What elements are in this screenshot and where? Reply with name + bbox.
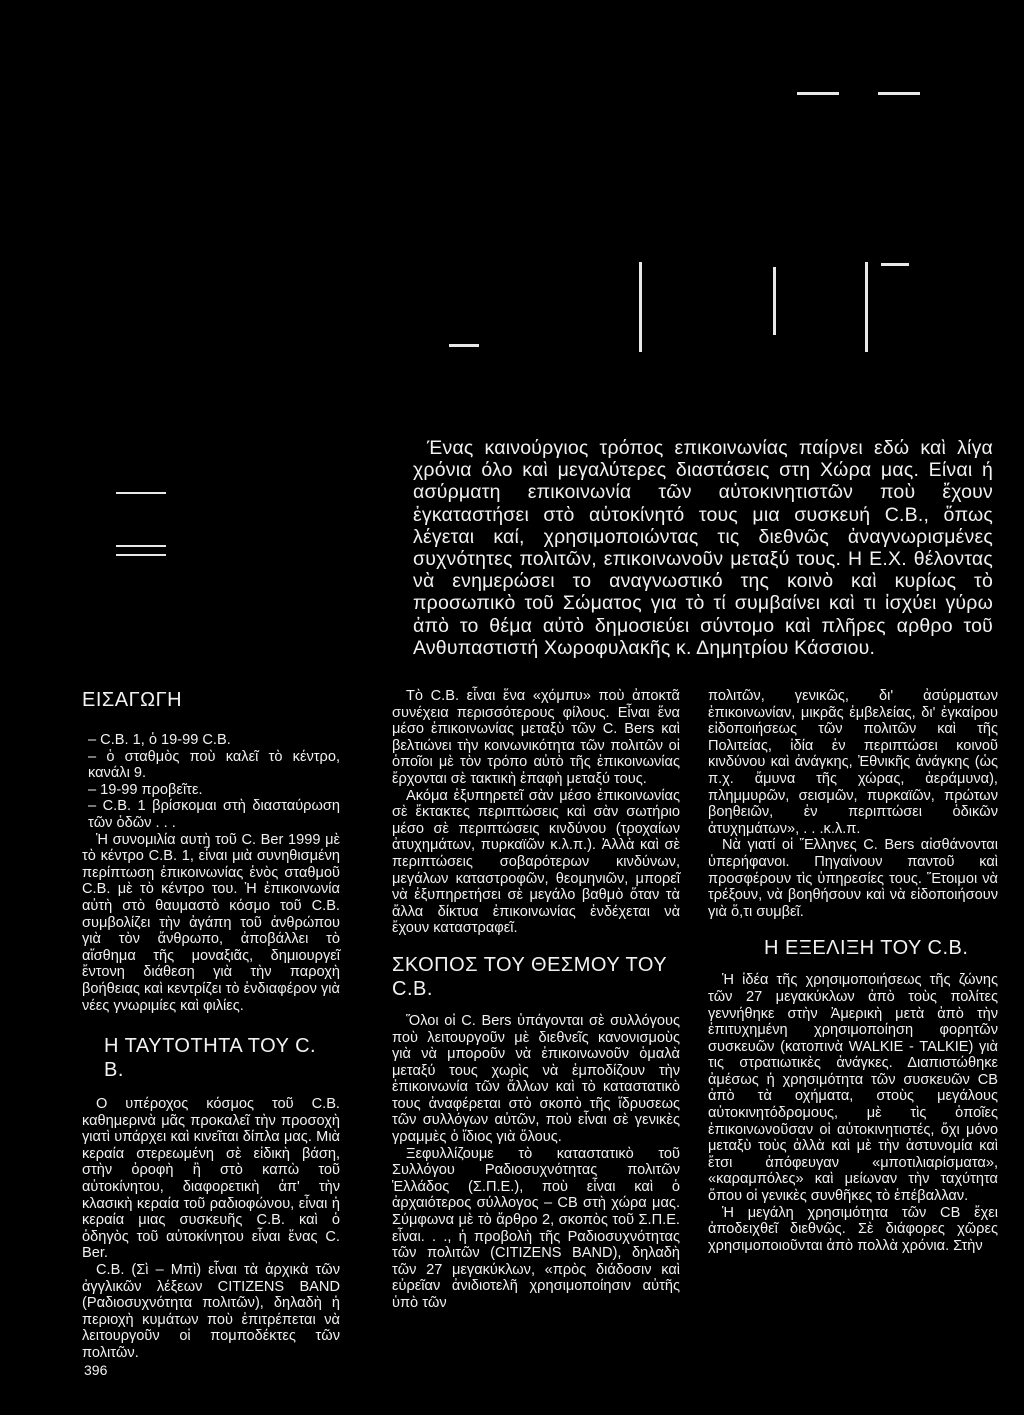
- paragraph: Ἡ ἰδέα τῆς χρησιμοποιήσεως τῆς ζώνης τῶν 27 μεγακύκλων ἀπὸ τοὺς πολίτες γεννήθηκε στὴν Ἀμερικὴ μετὰ ἀπὸ τὴν ἐπιτυχημένη χρησιμοποίηση φορητῶν συσκευῶν (κατοπινὰ WALKIE - TALKIE) γιὰ τις στρατιωτικὲς ἀνάγκες. Διαπιστώθηκε ἀμέσως ἡ χρησιμότητα τῶν συσκευῶν CB ἀπὸ τὰ οχήματα, στοὺς μεγάλους αὐτοκινητόδρομους, μὲ τὶς ὁποῖες ἐπικοινωνοῦσαν οἱ αὐτοκινητιστές, ὄχι μόνο μεταξὺ τοὺς ἀλλὰ καὶ μὲ τὴν ἀστυνομία καὶ ἔτσι ἀπόφευγαν «μποτιλιαρίσματα», «καραμπόλες» καὶ μείωναν τὴν ταχύτητα ὅπου οἱ γενικὲς συνθῆκες τὸ ἐπέβαλλαν.: [708, 972, 998, 1205]
- paragraph: πολιτῶν, γενικῶς, δι' ἀσύρματων ἐπικοινωνίαν, μικρᾶς ἐμβελείας, δι' ἐγκαίρου εἰδοποιήσεως τῶν πολιτῶν καὶ τῆς Πολιτείας, ἰδία ἐν περιπτώσει κοινοῦ κινδύνου καὶ ἀνάγκης, Ἐθνικῆς ἀνάγκης (ὡς π.χ. ἄμυνα τῆς χώρας, ἀεράμυνα), πλημμυρῶν, σεισμῶν, πυρκαϊῶν, πρώτων βοηθειῶν, ἐν περιπτώσει ὁδικῶν ἀτυχημάτων», . . .κ.λ.π.: [708, 688, 998, 837]
- paragraph: C.B. (Σὶ – Μπὶ) εἶναι τὰ ἀρχικὰ τῶν ἀγγλικῶν λέξεων CITIZENS BAND (Ραδιοσυχνότητα πολιτῶν), δηλαδὴ ἡ περιοχὴ κυμάτων ποὺ ἐπιτρέπεται νὰ λειτουργοῦν οἱ πομποδέκτες τῶν πολιτῶν.: [82, 1262, 340, 1361]
- paragraph: Ἡ συνομιλία αυτὴ τοῦ C. Ber 1999 μὲ τὸ κέντρο C.B. 1, εἶναι μιὰ συνηθισμένη περίπτωση ἐπικοινωνίας ἑνὸς σταθμοῦ C.B. μὲ τὸ κέντρο του. Ἡ ἐπικοινωνία αὐτὴ στὸ θαυμαστὸ κόσμο τοῦ C.B. συμβολίζει τὴν ἀγάπη τοῦ ἀνθρώπου γιὰ τὸν ἄνθρωπο, ἀποβάλλει τὸ αἴσθημα τῆς μοναξιᾶς, δημιουργεῖ ἔντονη διάθεση γιὰ τὴν παροχὴ βοήθειας καὶ κεντρίζει τὸ ἐνδιαφέρον γιὰ νέες γνωριμίες καὶ φιλίες.: [82, 831, 340, 1014]
- heading-purpose: ΣΚΟΠΟΣ ΤΟΥ ΘΕΣΜΟΥ ΤΟΥ C.B.: [392, 953, 667, 1000]
- paragraph: Ο υπέροχος κόσμος τοῦ C.B. καθημερινὰ μᾶς προκαλεῖ τὴν προσοχὴ γιατὶ υπάρχει καὶ κινεῖται δίπλα μας. Μιὰ κεραία στερεωμένη σὲ εἰδικὴ βάση, στὴν ὀροφὴ ἢ στὸ καπὼ τοῦ αὐτοκίνητου, διαφορετικὴ ἀπ' τὴν κλασικὴ κεραία τοῦ ραδιοφώνου, εἶναι ἡ κεραία μιας συσκευῆς C.B. καὶ ὁ ὁδηγὸς τοῦ αὐτοκίνητου εἶναι ἕνας C. Ber.: [82, 1096, 340, 1262]
- paragraph: Τὸ C.B. εἶναι ἕνα «χόμπυ» ποὺ ἀποκτᾶ συνέχεια περισσότερους φίλους. Εἶναι ἕνα μέσο ἐπικοινωνίας μεταξὺ τῶν C. Bers καὶ βελτιώνει τὴν κοινωνικότητα τῶν πολιτῶν οἱ ὁποῖοι μὲ τὸν τρόπο αὐτὸ τῆς ἐπικοινωνίας ἔρχονται σὲ τακτικὴ ἐπαφὴ μεταξύ τους.: [392, 688, 680, 787]
- column-3: [708, 688, 998, 1254]
- page-number: 396: [84, 1362, 108, 1378]
- top-right-rule-2: [878, 92, 920, 95]
- dialog-line-1: – C.B. 1, ὁ 19-99 C.B.: [88, 732, 231, 748]
- intro-paragraph: Ένας καινούργιος τρόπος επικοινωνίας παίρνει εδώ καὶ λίγα χρόνια όλο καὶ μεγαλύτερες διαστάσεις στη Χώρα μας. Είναι ή ασύρματη επικοινωνία τῶν αὐτοκινητιστῶν ποὺ ἔχουν ἐγκαταστήσει στὸ αὐτοκίνητό τους μια συσκευή C.B., ὅπως λέγεται καί, χρησιμοποιώντας τις διεθνῶς ἀναγνωρισμένες συχνότητες πολιτῶν, επικοινωνοῦν μεταξύ τους. Η Ε.Χ. θέλοντας νὰ ενημερώσει το αναγνωστικό της κοινὸ καὶ κυρίως τὸ προσωπικὸ τοῦ Σώματος για τὸ τί συμβαίνει καὶ τι ἰσχύει γύρω ἀπὸ το θέμα αὐτὸ δημοσιεύει σύντομο καὶ πλῆρες αρθρο τοῦ Ανθυπαστιστή Χωροφυλακῆς κ. Δημητρίου Κάσσιου.: [413, 437, 993, 659]
- vertical-rule-1: [639, 262, 642, 352]
- top-right-rule-1: [797, 92, 839, 95]
- heading-evolution: Η ΕΞΕΛΙΞΗ ΤΟΥ C.B.: [764, 937, 969, 960]
- left-rule-3: [116, 554, 166, 556]
- column-2: [392, 688, 680, 1312]
- intro-text: [413, 437, 993, 659]
- heading-introduction: ΕΙΣΑΓΩΓΗ: [82, 689, 183, 711]
- dialog-line-2: – ὁ σταθμὸς ποὺ καλεῖ τὸ κέντρο, κανάλι 9.: [88, 748, 340, 782]
- paragraph: Ξεφυλλίζουμε τὸ καταστατικὸ τοῦ Συλλόγου Ραδιοσυχνότητας πολιτῶν Ἑλλάδος (Σ.Π.Ε.), ποὺ εἶναι καὶ ὁ ἀρχαιότερος σύλλογος – CB στὴ χώρα μας. Σύμφωνα μὲ τὸ ἄρθρο 2, σκοπὸς τοῦ Σ.Π.Ε. εἶναι. . ., ἡ προβολὴ τῆς Ραδιοσυχνότητας τῶν πολιτῶν (CITIZENS BAND), δηλαδὴ τῶν 27 μεγακύκλων, «πρὸς διάδοσιν καὶ εὐρεῖαν ἀνιδιοτελῆ χρησιμοποίησιν αὐτῆς ὑπὸ τῶν: [392, 1145, 680, 1311]
- mid-rule: [449, 344, 479, 347]
- column-1: [82, 688, 340, 1362]
- vertical-rule-2: [773, 267, 776, 335]
- paragraph: Ἡ μεγάλη χρησιμότητα τῶν CB ἔχει ἀποδειχθεῖ διεθνῶς. Σὲ διάφορες χῶρες χρησιμοποιοῦνται ἀπὸ πολλὰ χρόνια. Στὴν: [708, 1204, 998, 1254]
- heading-identity: Η ΤΑΥΤΟΤΗΤΑ ΤΟΥ C. B.: [104, 1035, 317, 1082]
- top-rule-short: [881, 263, 909, 266]
- dialog-line-3: – 19-99 προβεῖτε.: [88, 781, 203, 798]
- dialog-line-4: – C.B. 1 βρίσκομαι στὴ διασταύρωση τῶν ὁδῶν . . .: [88, 798, 340, 831]
- paragraph: Ακόμα ἐξυπηρετεῖ σὰν μέσο ἐπικοινωνίας σὲ ἔκτακτες περιπτώσεις καὶ σὰν σωτήριο μέσο σὲ περιπτώσεις κινδύνου (τροχαίων ἀτυχημάτων, πυρκαϊῶν κ.λ.π.). Ἀλλὰ καὶ σὲ περιπτώσεις σοβαρότερων κινδύνων, μεγάλων καταστροφῶν, θεομηνιῶν, μπορεῖ νὰ ἐξυπηρετήσει σὲ μεγάλο βαθμὸ ὅταν τὰ ἄλλα δίκτυα ἐπικοινωνίας ἐνδέχεται νὰ ἔχουν καταστραφεῖ.: [392, 787, 680, 937]
- paragraph: Νὰ γιατί οἱ Ἕλληνες C. Bers αἰσθάνονται ὑπερήφανοι. Πηγαίνουν παντοῦ καὶ προσφέρουν τὶς ὑπηρεσίες τους. Ἕτοιμοι νὰ τρέξουν, νὰ βοηθήσουν καὶ νὰ εἰδοποιήσουν γιὰ ὅ,τι συμβεῖ.: [708, 837, 998, 920]
- vertical-rule-3: [865, 262, 868, 352]
- paragraph: Ὅλοι οἱ C. Bers ὑπάγονται σὲ συλλόγους ποὺ λειτουργοῦν μὲ διεθνεῖς κανονισμοὺς γιὰ νὰ μποροῦν νὰ ἐπικοινωνοῦν ὁμαλὰ μεταξύ τους χωρὶς νὰ ἐμποδίζουν τὴν ἐπικοινωνία τῶν ἄλλων καὶ τὸ καταστατικὸ τους ἀναφέρεται στὸ σκοπὸ τῆς ἵδρυσεως τῶν συλλόγων αὐτῶν, ποὺ εἶναι σὲ γενικὲς γραμμὲς ὁ ἴδιος γιὰ ὅλους.: [392, 1012, 680, 1146]
- left-rule-1: [116, 492, 166, 494]
- left-rule-2: [116, 545, 166, 547]
